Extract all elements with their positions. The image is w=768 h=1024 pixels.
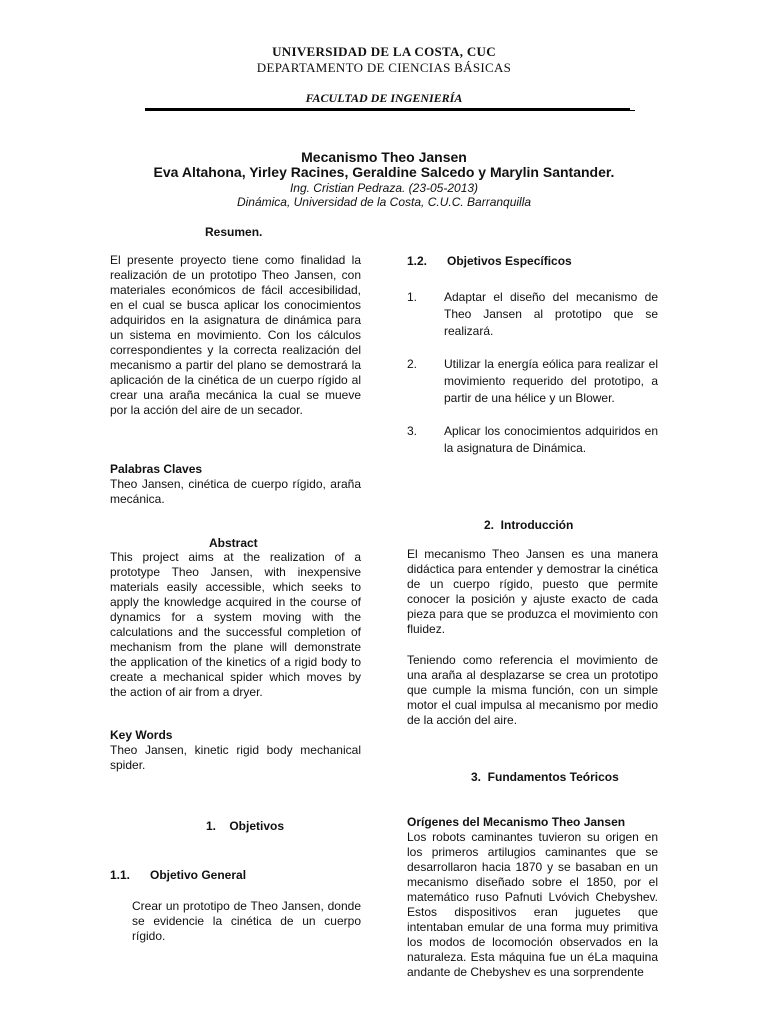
objetivos-heading: 1. Objetivos <box>206 819 285 833</box>
objetivo-general-text: Crear un prototipo de Theo Jansen, donde se evidencie la cinética de un cuerpo rígido. <box>132 899 361 943</box>
paper-advisor-date: Ing. Cristian Pedraza. (23-05-2013) <box>289 181 479 195</box>
list-item <box>407 356 658 407</box>
objetivos-especificos-number: 1.2. <box>407 254 428 268</box>
introduccion-paragraph-1: El mecanismo Theo Jansen es una manera didáctica para entender y demostrar la cinética de un cuerpo rígido, puesto que permite conocer la posición y ajuste exacto de cada pieza para que se produzca el movimiento con fluidez. <box>407 547 658 636</box>
list-item-number: 2. <box>407 357 418 371</box>
palabras-text: Theo Jansen, cinética de cuerpo rígido, araña mecánica. <box>110 477 361 506</box>
objetivos-especificos-heading: Objetivos Específicos <box>447 254 572 268</box>
resumen-text: El presente proyecto tiene como finalidad la realización de un prototipo Theo Jansen, con materiales económicos de fácil accesibilidad, en el cual se busca aplicar los conocimientos adquiridos en la asignatura de dinámica para un sistema en movimiento. Con los cálculos correspondientes y la correcta realización del mecanismo a partir del plano se demostrará la aplicación de la cinética de un cuerpo rígido al crear una araña mecánica la cual se mueve por la acción del aire de un secador. <box>110 253 361 417</box>
objetivo-general-number: 1.1. <box>110 868 131 882</box>
objetivo-general-heading: Objetivo General <box>150 868 247 882</box>
keywords-heading: Key Words <box>110 728 173 742</box>
list-item-number: 1. <box>407 290 418 304</box>
department-name: DEPARTAMENTO DE CIENCIAS BÁSICAS <box>256 60 512 75</box>
list-item <box>407 423 658 457</box>
header-rule-thin <box>145 110 635 111</box>
fundamentos-heading: 3. Fundamentos Teóricos <box>471 770 619 784</box>
list-item-text: Utilizar la energía eólica para realizar el movimiento requerido del prototipo, a partir de una hélice y un Blower. <box>444 357 658 405</box>
list-item-text: Aplicar los conocimientos adquiridos en la asignatura de Dinámica. <box>444 424 658 455</box>
list-item-number: 3. <box>407 424 418 438</box>
university-name: UNIVERSIDAD DE LA COSTA, CUC <box>272 44 496 59</box>
paper-title: Mecanismo Theo Jansen <box>301 149 467 165</box>
paper-authors: Eva Altahona, Yirley Racines, Geraldine Salcedo y Marylin Santander. <box>153 164 615 180</box>
paper-affiliation: Dinámica, Universidad de la Costa, C.U.C. Barranquilla <box>236 195 532 209</box>
origenes-heading: Orígenes del Mecanismo Theo Jansen <box>407 815 626 829</box>
keywords-text: Theo Jansen, kinetic rigid body mechanical spider. <box>110 743 361 772</box>
list-item-text: Adaptar el diseño del mecanismo de Theo Jansen al prototipo que se realizará. <box>444 290 658 338</box>
palabras-heading: Palabras Claves <box>110 462 203 476</box>
resumen-heading: Resumen. <box>205 225 263 239</box>
abstract-text: This project aims at the realization of a prototype Theo Jansen, with inexpensive materials easily accessible, which seeks to apply the knowledge acquired in the course of dynamics for a system moving with the calculations and the successful completion of mechanism from the plane will demonstrate the application of the kinetics of a rigid body to create a mechanical spider which moves by the action of air from a dryer. <box>110 550 361 699</box>
introduccion-paragraph-2: Teniendo como referencia el movimiento de una araña al desplazarse se crea un prototipo que cumple la misma función, con un simple motor el cual impulsa al mecanismo por medio de la acción del aire. <box>407 653 658 727</box>
introduccion-heading: 2. Introducción <box>484 518 574 532</box>
faculty-name: FACULTAD DE INGENIERÍA <box>305 91 463 105</box>
abstract-heading: Abstract <box>209 536 258 550</box>
origenes-text: Los robots caminantes tuvieron su origen en los primeros artilugios caminantes que se desarrollaron hacia 1870 y se basaban en un mecanismo diseñado sobre el 1850, por el matemático ruso Pafnuti Lvóvich Chebyshev. Estos dispositivos eran juguetes que intentaban emular de una forma muy primitiva los modos de locomoción observados en la naturaleza. Esta máquina fue un éLa maquina andante de Chebyshev es una sorprendente <box>407 830 658 979</box>
list-item <box>407 289 658 340</box>
objetivos-especificos-list <box>407 289 658 457</box>
